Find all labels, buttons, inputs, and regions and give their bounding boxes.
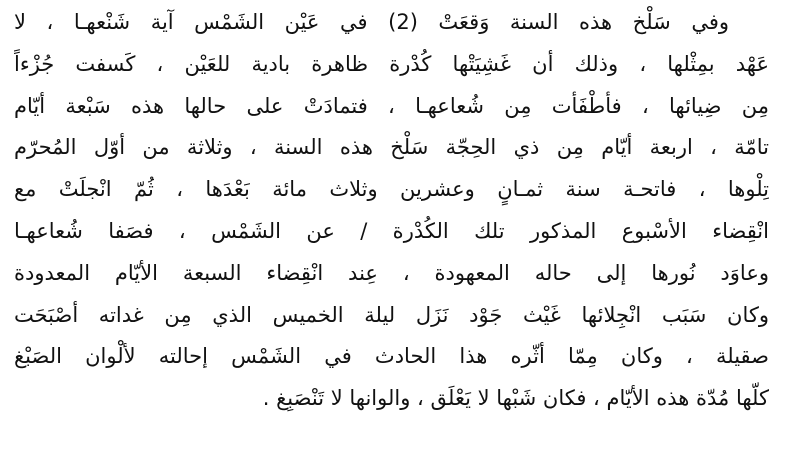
text-line-7: وعاوَد نُورها إلى حاله المعهودة ، عِند انْقِضاء السبعة الأيّام المعدودة: [14, 260, 769, 285]
text-line-10: كلّها مُدّة هذه الأيّام ، فكان شَبْها لا يَعْلَق ، والوانها لا تَنْصَبِغ .: [262, 386, 769, 411]
text-line-5: تِلْوها ، فاتحـة سنة ثمـانٍ وعشرين وثلاث مائة بَعْدَها ، ثُمّ انْجلَتْ مع: [14, 177, 769, 202]
text-line-6: انْقِضاء الأسْبوع المذكور تلك الكُدْرة / عن الشَمْس ، فصَفا شُعاعهـا: [14, 218, 769, 243]
text-line-9: صقيلة ، وكان مِمّا أثّره هذا الحادث في الشَمْس إحالته لألْوان الصَبْغ: [14, 344, 769, 369]
text-line-8: وكان سَبَب انْجِلائها غَيْث جَوْد نَزَل ليلة الخميس الذي مِن غداته أصْبَحَت: [14, 302, 769, 327]
text-line-4: تامّة ، اربعة أيّام مِن ذي الحِجّة سَلْخ هذه السنة ، وثلاثة من أوّل المُحرّم: [14, 135, 769, 160]
text-line-2: عَهْد بمِثْلها ، وذلك أن غَشِيَتْها كُدْرة ظاهرة بادية للعَيْن ، كَسفت جُزْءاً: [14, 51, 769, 76]
text-line-3: مِن ضِيائها ، فأطْفَأت مِن شُعاعهـا ، فتمادَتْ على حالها هذه سَبْعة أيّام: [14, 93, 769, 118]
paragraph: [14, 2, 769, 420]
text-line-1: وفي سَلْخ هذه السنة وَقعَتْ (2) في عَيْن الشَمْس آية شَنْعهـا ، لا: [14, 10, 730, 34]
